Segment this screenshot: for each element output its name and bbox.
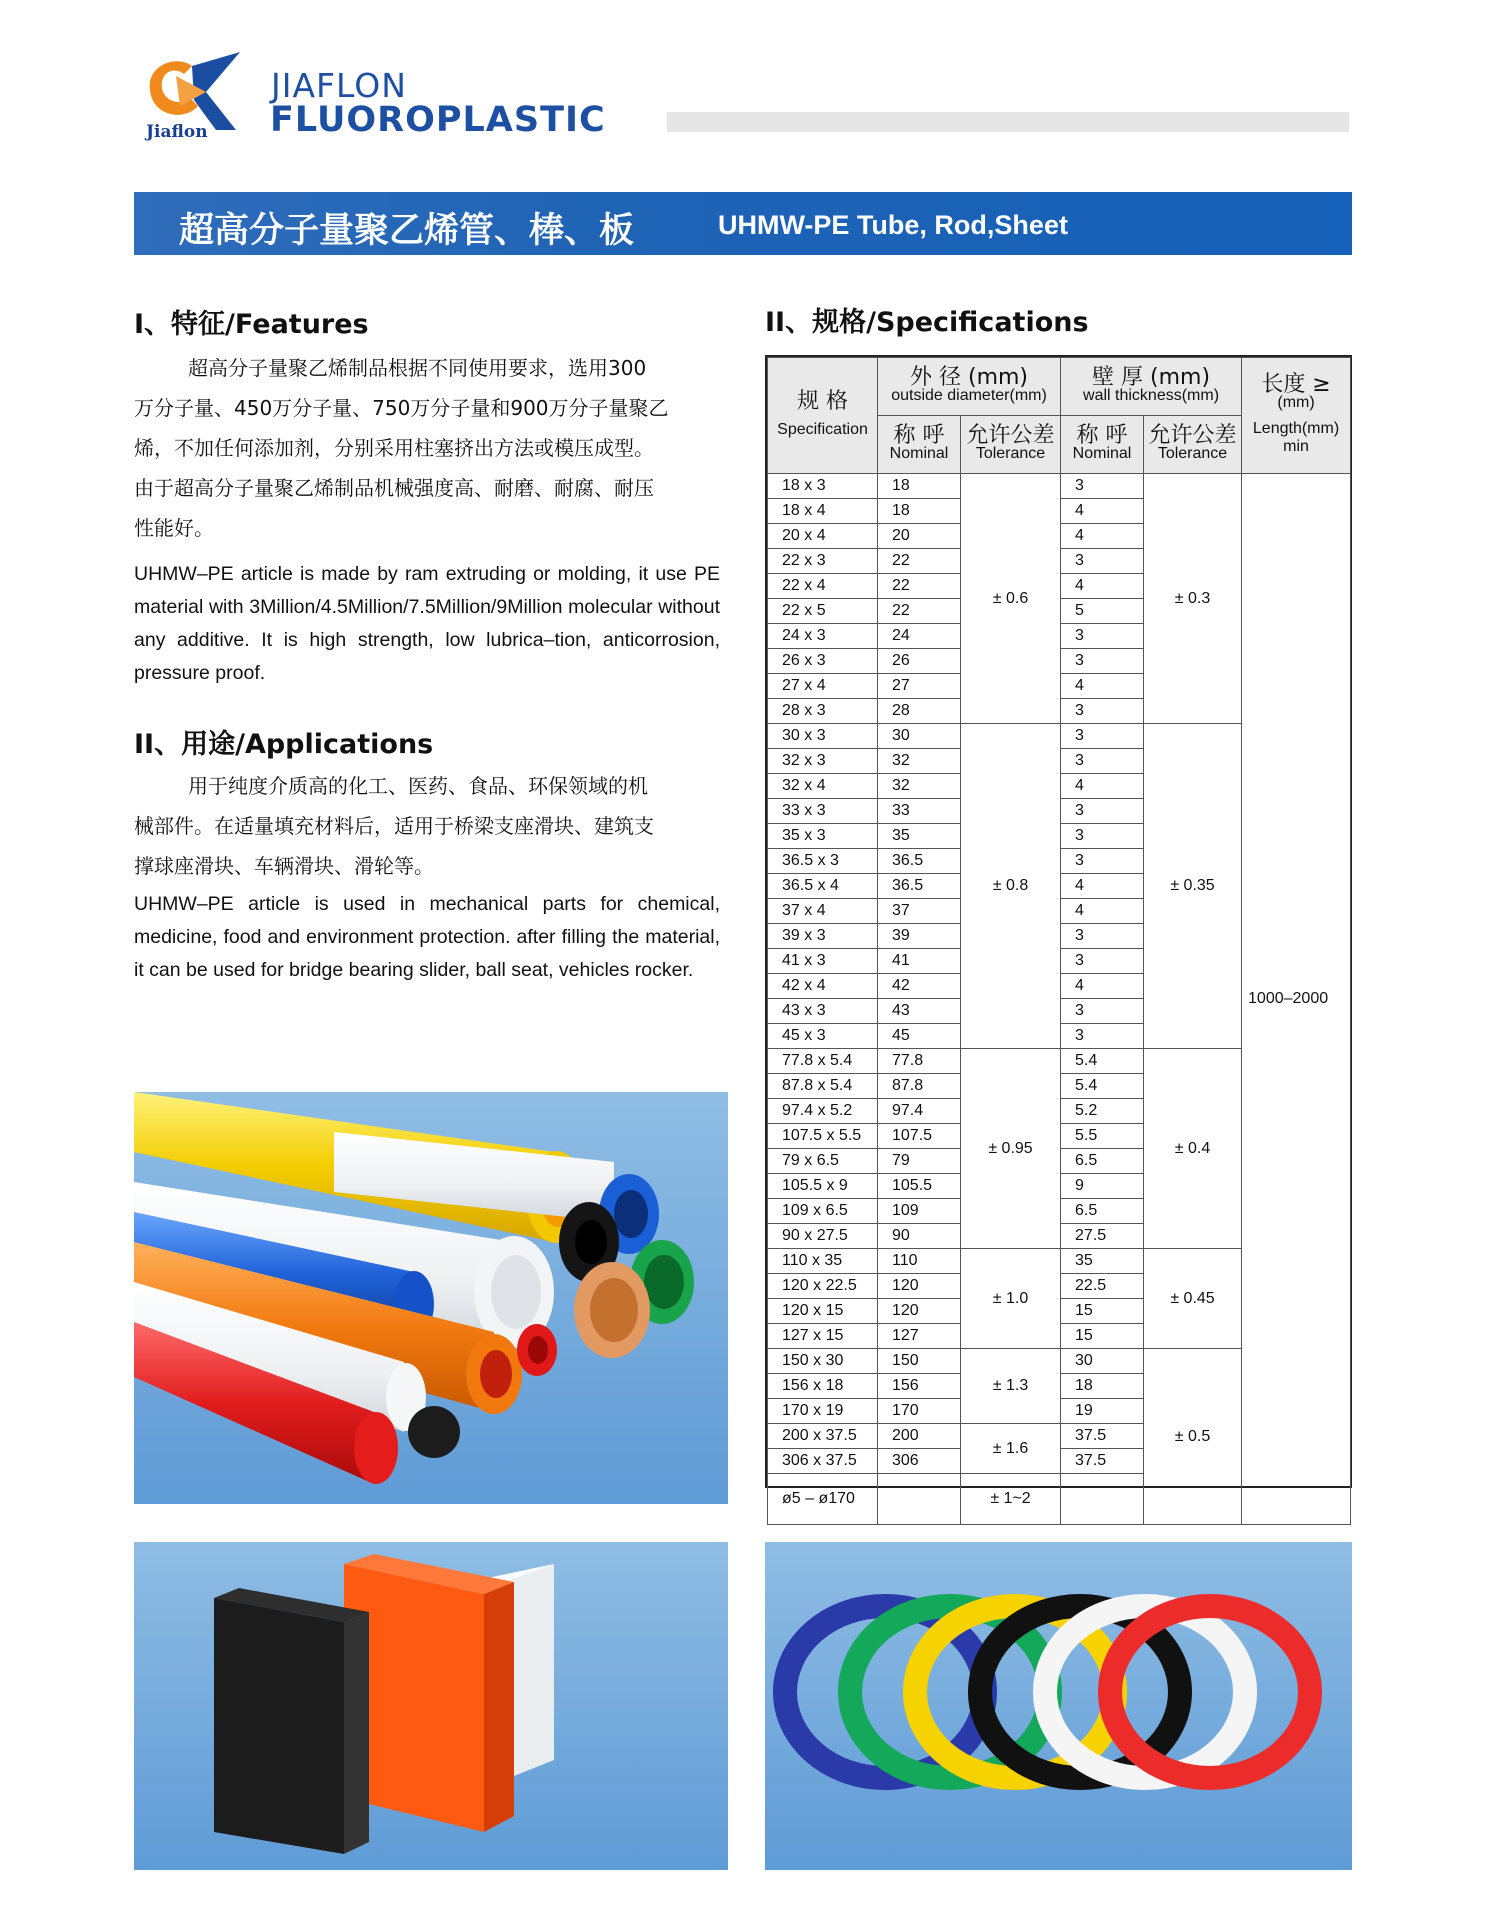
wall-nominal-cell: 3 bbox=[1061, 474, 1144, 499]
od-nominal-cell: 24 bbox=[878, 624, 961, 649]
spec-cell: 43 x 3 bbox=[768, 999, 878, 1024]
applications-cn-text bbox=[134, 766, 720, 886]
wall-nominal-cell: 4 bbox=[1061, 524, 1144, 549]
od-nominal-cell: 36.5 bbox=[878, 874, 961, 899]
od-nominal-cell: 150 bbox=[878, 1349, 961, 1374]
od-nominal-cell: 32 bbox=[878, 774, 961, 799]
features-cn-line: 性能好。 bbox=[134, 516, 214, 540]
wall-nominal-cell: 3 bbox=[1061, 549, 1144, 574]
spec-cell: 170 x 19 bbox=[768, 1399, 878, 1424]
spec-cell: 22 x 5 bbox=[768, 599, 878, 624]
col-header-specification: 规 格 Specification bbox=[768, 358, 878, 474]
spec-cell: 127 x 15 bbox=[768, 1324, 878, 1349]
wall-nominal-cell: 5.4 bbox=[1061, 1074, 1144, 1099]
od-tolerance-cell: ± 1.3 bbox=[961, 1349, 1061, 1424]
od-nominal-cell: 156 bbox=[878, 1374, 961, 1399]
features-en-text: UHMW–PE article is made by ram extruding or molding, it use PE material with 3Million/4.5Million/7.5Million/9Million molecular without any additive. It is high strength, low lubrica–tion, anticorrosion, pressure proof. bbox=[134, 563, 720, 684]
od-nominal-cell: 97.4 bbox=[878, 1099, 961, 1124]
spec-cell: 109 x 6.5 bbox=[768, 1199, 878, 1224]
spec-cell: 26 x 3 bbox=[768, 649, 878, 674]
od-nominal-cell: 87.8 bbox=[878, 1074, 961, 1099]
od-tolerance-cell: ± 0.8 bbox=[961, 724, 1061, 1049]
wall-nominal-cell: 4 bbox=[1061, 574, 1144, 599]
wall-nominal-cell: 19 bbox=[1061, 1399, 1144, 1424]
features-cn-line: 万分子量、450万分子量、750万分子量和900万分子量聚乙 bbox=[134, 396, 669, 420]
od-nominal-cell: 18 bbox=[878, 474, 961, 499]
od-nominal-cell: 79 bbox=[878, 1149, 961, 1174]
applications-heading: II、用途/Applications bbox=[134, 729, 434, 760]
wall-nominal-cell: 6.5 bbox=[1061, 1199, 1144, 1224]
wall-nominal-cell: 4 bbox=[1061, 974, 1144, 999]
spec-cell: 42 x 4 bbox=[768, 974, 878, 999]
spec-cell: 120 x 15 bbox=[768, 1299, 878, 1324]
brand-line-2: FLUOROPLASTIC bbox=[270, 100, 606, 140]
spec-cell: 32 x 4 bbox=[768, 774, 878, 799]
spec-cell: 37 x 4 bbox=[768, 899, 878, 924]
od-nominal-cell: 109 bbox=[878, 1199, 961, 1224]
col-header-length: 长度 ≥ (mm) Length(mm) min bbox=[1242, 358, 1351, 474]
title-english: UHMW-PE Tube, Rod,Sheet bbox=[718, 210, 1068, 240]
od-nominal-cell: 110 bbox=[878, 1249, 961, 1274]
spec-cell: 18 x 3 bbox=[768, 474, 878, 499]
features-cn-line: 烯，不加任何添加剂，分别采用柱塞挤出方法或模压成型。 bbox=[134, 436, 654, 460]
spec-cell: 41 x 3 bbox=[768, 949, 878, 974]
wall-nominal-cell: 4 bbox=[1061, 499, 1144, 524]
wall-nominal-cell: 27.5 bbox=[1061, 1224, 1144, 1249]
od-nominal-cell: 105.5 bbox=[878, 1174, 961, 1199]
od-nominal-cell: 120 bbox=[878, 1299, 961, 1324]
wall-nominal-cell: 5.5 bbox=[1061, 1124, 1144, 1149]
wall-nominal-cell: 15 bbox=[1061, 1324, 1144, 1349]
spec-cell: 110 x 35 bbox=[768, 1249, 878, 1274]
wall-nominal-cell: 3 bbox=[1061, 624, 1144, 649]
spec-row bbox=[768, 474, 1351, 499]
wall-nominal-cell: 37.5 bbox=[1061, 1424, 1144, 1449]
od-nominal-cell: 32 bbox=[878, 749, 961, 774]
wall-nominal-cell: 3 bbox=[1061, 999, 1144, 1024]
od-tolerance-cell: ± 1~2 bbox=[961, 1474, 1061, 1525]
spec-cell: 36.5 x 4 bbox=[768, 874, 878, 899]
spec-cell: 306 x 37.5 bbox=[768, 1449, 878, 1474]
spec-cell: 90 x 27.5 bbox=[768, 1224, 878, 1249]
features-cn-line: 超高分子量聚乙烯制品根据不同使用要求，选用300 bbox=[188, 356, 647, 380]
od-tolerance-cell: ± 0.6 bbox=[961, 474, 1061, 724]
spec-cell: 18 x 4 bbox=[768, 499, 878, 524]
subheader-od-nominal: 称 呼 Nominal bbox=[878, 416, 961, 474]
wall-nominal-cell: 3 bbox=[1061, 749, 1144, 774]
wall-nominal-cell: 6.5 bbox=[1061, 1149, 1144, 1174]
wall-nominal-cell: 22.5 bbox=[1061, 1274, 1144, 1299]
wall-nominal-cell: 4 bbox=[1061, 874, 1144, 899]
od-nominal-cell: 170 bbox=[878, 1399, 961, 1424]
spec-cell: 97.4 x 5.2 bbox=[768, 1099, 878, 1124]
od-nominal-cell: 306 bbox=[878, 1449, 961, 1474]
wall-nominal-cell: 3 bbox=[1061, 1024, 1144, 1049]
spec-cell: 33 x 3 bbox=[768, 799, 878, 824]
od-nominal-cell: 41 bbox=[878, 949, 961, 974]
spec-cell: 27 x 4 bbox=[768, 674, 878, 699]
wall-nominal-cell: 5.4 bbox=[1061, 1049, 1144, 1074]
od-nominal-cell: 30 bbox=[878, 724, 961, 749]
od-nominal-cell: 43 bbox=[878, 999, 961, 1024]
od-nominal-cell: 22 bbox=[878, 549, 961, 574]
spec-cell: 87.8 x 5.4 bbox=[768, 1074, 878, 1099]
od-nominal-cell: 22 bbox=[878, 574, 961, 599]
od-nominal-cell: 42 bbox=[878, 974, 961, 999]
logo-text: Jiaflon bbox=[146, 122, 208, 142]
wall-nominal-cell: 4 bbox=[1061, 674, 1144, 699]
spec-cell: 150 x 30 bbox=[768, 1349, 878, 1374]
od-nominal-cell: 77.8 bbox=[878, 1049, 961, 1074]
spec-cell: 30 x 3 bbox=[768, 724, 878, 749]
od-nominal-cell: 35 bbox=[878, 824, 961, 849]
wall-nominal-cell: 3 bbox=[1061, 724, 1144, 749]
spec-cell: 28 x 3 bbox=[768, 699, 878, 724]
spec-cell: 77.8 x 5.4 bbox=[768, 1049, 878, 1074]
subheader-od-tolerance: 允许公差 Tolerance bbox=[961, 416, 1061, 474]
od-nominal-cell: 39 bbox=[878, 924, 961, 949]
wall-tolerance-cell: ± 0.3 bbox=[1144, 474, 1242, 724]
spec-cell: 32 x 3 bbox=[768, 749, 878, 774]
spec-cell: 22 x 3 bbox=[768, 549, 878, 574]
od-tolerance-cell: ± 1.6 bbox=[961, 1424, 1061, 1474]
wall-nominal-cell: 9 bbox=[1061, 1174, 1144, 1199]
features-cn-text bbox=[134, 348, 720, 548]
photo-sheets bbox=[134, 1542, 728, 1870]
spec-cell: ø5 – ø170 bbox=[768, 1474, 878, 1525]
wall-tolerance-cell: ± 0.5 bbox=[1144, 1349, 1242, 1525]
wall-nominal-cell: 5 bbox=[1061, 599, 1144, 624]
specifications-heading: II、规格/Specifications bbox=[765, 307, 1089, 338]
col-header-outside-diameter: 外 径 (mm) outside diameter(mm) bbox=[878, 358, 1061, 416]
od-nominal-cell: 20 bbox=[878, 524, 961, 549]
spec-cell: 36.5 x 3 bbox=[768, 849, 878, 874]
features-cn-line: 由于超高分子量聚乙烯制品机械强度高、耐磨、耐腐、耐压 bbox=[134, 476, 654, 500]
wall-nominal-cell bbox=[1061, 1474, 1144, 1525]
specifications-table bbox=[765, 355, 1352, 1507]
od-nominal-cell: 22 bbox=[878, 599, 961, 624]
title-chinese: 超高分子量聚乙烯管、棒、板 bbox=[179, 211, 635, 251]
features-heading: I、特征/Features bbox=[134, 309, 369, 340]
photo-rods-and-tubes bbox=[134, 1092, 728, 1504]
od-nominal-cell: 33 bbox=[878, 799, 961, 824]
od-nominal-cell: 28 bbox=[878, 699, 961, 724]
brand-line-1: JIAFLON bbox=[271, 66, 407, 105]
od-nominal-cell: 120 bbox=[878, 1274, 961, 1299]
wall-nominal-cell: 15 bbox=[1061, 1299, 1144, 1324]
od-nominal-cell: 27 bbox=[878, 674, 961, 699]
applications-cn-line: 用于纯度介质高的化工、医药、食品、环保领域的机 bbox=[188, 774, 648, 798]
wall-nominal-cell: 4 bbox=[1061, 899, 1144, 924]
wall-nominal-cell: 5.2 bbox=[1061, 1099, 1144, 1124]
spec-cell: 120 x 22.5 bbox=[768, 1274, 878, 1299]
spec-cell: 45 x 3 bbox=[768, 1024, 878, 1049]
spec-cell: 20 x 4 bbox=[768, 524, 878, 549]
od-nominal-cell: 45 bbox=[878, 1024, 961, 1049]
header-divider-bar bbox=[667, 112, 1349, 132]
wall-tolerance-cell: ± 0.45 bbox=[1144, 1249, 1242, 1349]
subheader-wall-nominal: 称 呼 Nominal bbox=[1061, 416, 1144, 474]
col-header-wall-thickness: 壁 厚 (mm) wall thickness(mm) bbox=[1061, 358, 1242, 416]
od-tolerance-cell: ± 1.0 bbox=[961, 1249, 1061, 1349]
wall-nominal-cell: 30 bbox=[1061, 1349, 1144, 1374]
od-nominal-cell: 26 bbox=[878, 649, 961, 674]
od-nominal-cell: 127 bbox=[878, 1324, 961, 1349]
wall-nominal-cell: 3 bbox=[1061, 799, 1144, 824]
wall-nominal-cell: 3 bbox=[1061, 924, 1144, 949]
spec-cell: 156 x 18 bbox=[768, 1374, 878, 1399]
spec-cell: 200 x 37.5 bbox=[768, 1424, 878, 1449]
od-nominal-cell: 107.5 bbox=[878, 1124, 961, 1149]
length-cell: 1000–2000 bbox=[1242, 474, 1351, 1525]
wall-nominal-cell: 3 bbox=[1061, 849, 1144, 874]
subheader-wall-tolerance: 允许公差 Tolerance bbox=[1144, 416, 1242, 474]
photo-rings bbox=[765, 1542, 1352, 1870]
od-nominal-cell: 200 bbox=[878, 1424, 961, 1449]
od-nominal-cell bbox=[878, 1474, 961, 1525]
wall-nominal-cell: 3 bbox=[1061, 824, 1144, 849]
wall-tolerance-cell: ± 0.35 bbox=[1144, 724, 1242, 1049]
wall-nominal-cell: 3 bbox=[1061, 699, 1144, 724]
od-nominal-cell: 36.5 bbox=[878, 849, 961, 874]
spec-cell: 35 x 3 bbox=[768, 824, 878, 849]
wall-nominal-cell: 3 bbox=[1061, 649, 1144, 674]
od-tolerance-cell: ± 0.95 bbox=[961, 1049, 1061, 1249]
wall-tolerance-cell: ± 0.4 bbox=[1144, 1049, 1242, 1249]
applications-en-text: UHMW–PE article is used in mechanical parts for chemical, medicine, food and environment protection. after filling the material, it can be used for bridge bearing slider, ball seat, vehicles rocker. bbox=[134, 893, 720, 981]
spec-cell: 105.5 x 9 bbox=[768, 1174, 878, 1199]
wall-nominal-cell: 18 bbox=[1061, 1374, 1144, 1399]
od-nominal-cell: 18 bbox=[878, 499, 961, 524]
wall-nominal-cell: 35 bbox=[1061, 1249, 1144, 1274]
applications-cn-line: 械部件。在适量填充材料后，适用于桥梁支座滑块、建筑支 bbox=[134, 814, 654, 838]
spec-cell: 24 x 3 bbox=[768, 624, 878, 649]
spec-cell: 79 x 6.5 bbox=[768, 1149, 878, 1174]
spec-cell: 39 x 3 bbox=[768, 924, 878, 949]
wall-nominal-cell: 4 bbox=[1061, 774, 1144, 799]
od-nominal-cell: 90 bbox=[878, 1224, 961, 1249]
spec-cell: 107.5 x 5.5 bbox=[768, 1124, 878, 1149]
od-nominal-cell: 37 bbox=[878, 899, 961, 924]
applications-cn-line: 撑球座滑块、车辆滑块、滑轮等。 bbox=[134, 854, 434, 878]
wall-nominal-cell: 3 bbox=[1061, 949, 1144, 974]
wall-nominal-cell: 37.5 bbox=[1061, 1449, 1144, 1474]
spec-cell: 22 x 4 bbox=[768, 574, 878, 599]
